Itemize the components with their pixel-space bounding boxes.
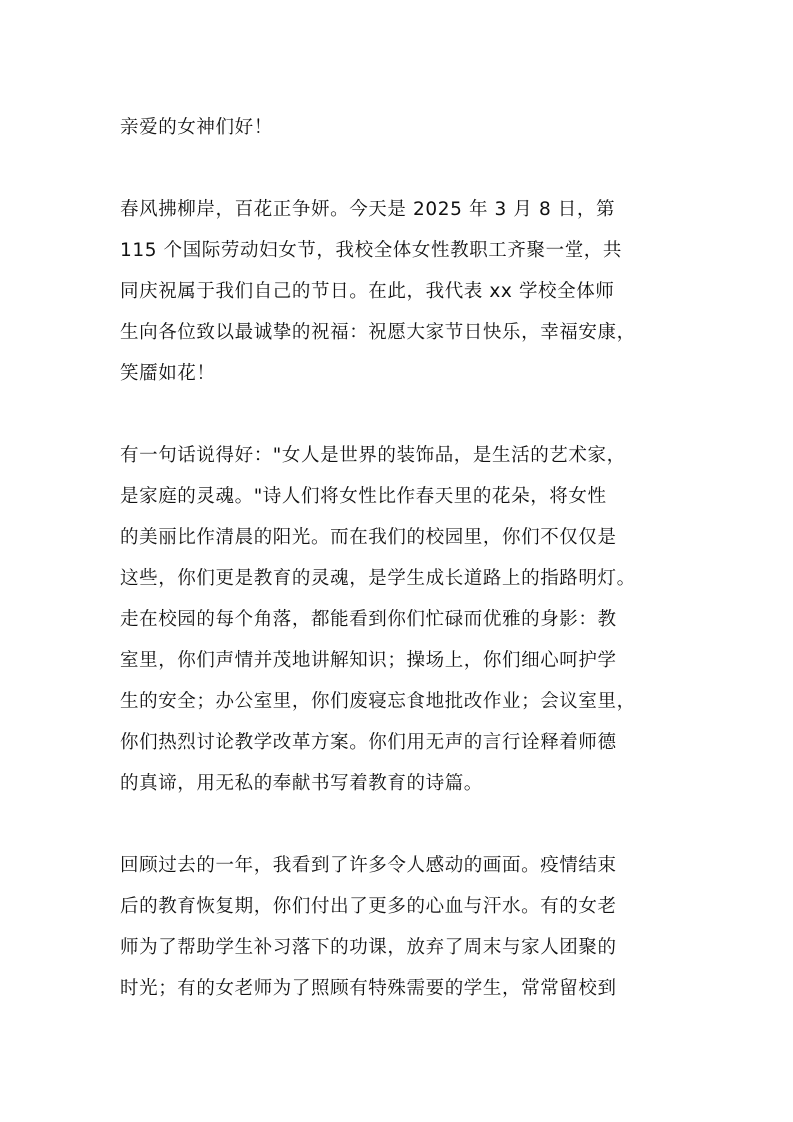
text-line: 生向各位致以最诚挚的祝福：祝愿大家节日快乐，幸福安康， xyxy=(120,322,636,343)
text-line: 时光；有的女老师为了照顾有特殊需要的学生，常常留校到 xyxy=(120,978,617,999)
text-line: 这些，你们更是教育的灵魂，是学生成长道路上的指路明灯。 xyxy=(120,568,636,589)
paragraph-2 xyxy=(120,435,700,804)
text-line: 回顾过去的一年，我看到了许多令人感动的画面。疫情结束 xyxy=(120,855,617,876)
text-line: 你们热烈讨论教学改革方案。你们用无声的言行诠释着师德 xyxy=(120,732,617,753)
document-page xyxy=(120,107,700,1009)
text-line: 走在校园的每个角落，都能看到你们忙碌而优雅的身影：教 xyxy=(120,609,617,630)
text-line: 室里，你们声情并茂地讲解知识；操场上，你们细心呵护学 xyxy=(120,650,617,671)
text-line: 的真谛，用无私的奉献书写着教育的诗篇。 xyxy=(120,773,483,794)
text-line: 后的教育恢复期，你们付出了更多的心血与汗水。有的女老 xyxy=(120,896,617,917)
greeting-line: 亲爱的女神们好！ xyxy=(120,117,273,138)
greeting-paragraph xyxy=(120,107,700,148)
paragraph-3 xyxy=(120,845,700,1009)
text-line: 是家庭的灵魂。"诗人们将女性比作春天里的花朵，将女性 xyxy=(120,486,607,507)
text-line: 的美丽比作清晨的阳光。而在我们的校园里，你们不仅仅是 xyxy=(120,527,617,548)
text-line: 同庆祝属于我们自己的节日。在此，我代表 xx 学校全体师 xyxy=(120,281,615,302)
text-line: 有一句话说得好："女人是世界的装饰品，是生活的艺术家， xyxy=(120,445,626,466)
text-line: 春风拂柳岸，百花正争妍。今天是 2025 年 3 月 8 日，第 xyxy=(120,199,616,220)
paragraph-1 xyxy=(120,189,700,394)
text-line: 师为了帮助学生补习落下的功课，放弃了周末与家人团聚的 xyxy=(120,937,617,958)
text-line: 115 个国际劳动妇女节，我校全体女性教职工齐聚一堂，共 xyxy=(120,240,622,261)
text-line: 笑靥如花！ xyxy=(120,363,216,384)
text-line: 生的安全；办公室里，你们废寝忘食地批改作业；会议室里， xyxy=(120,691,636,712)
